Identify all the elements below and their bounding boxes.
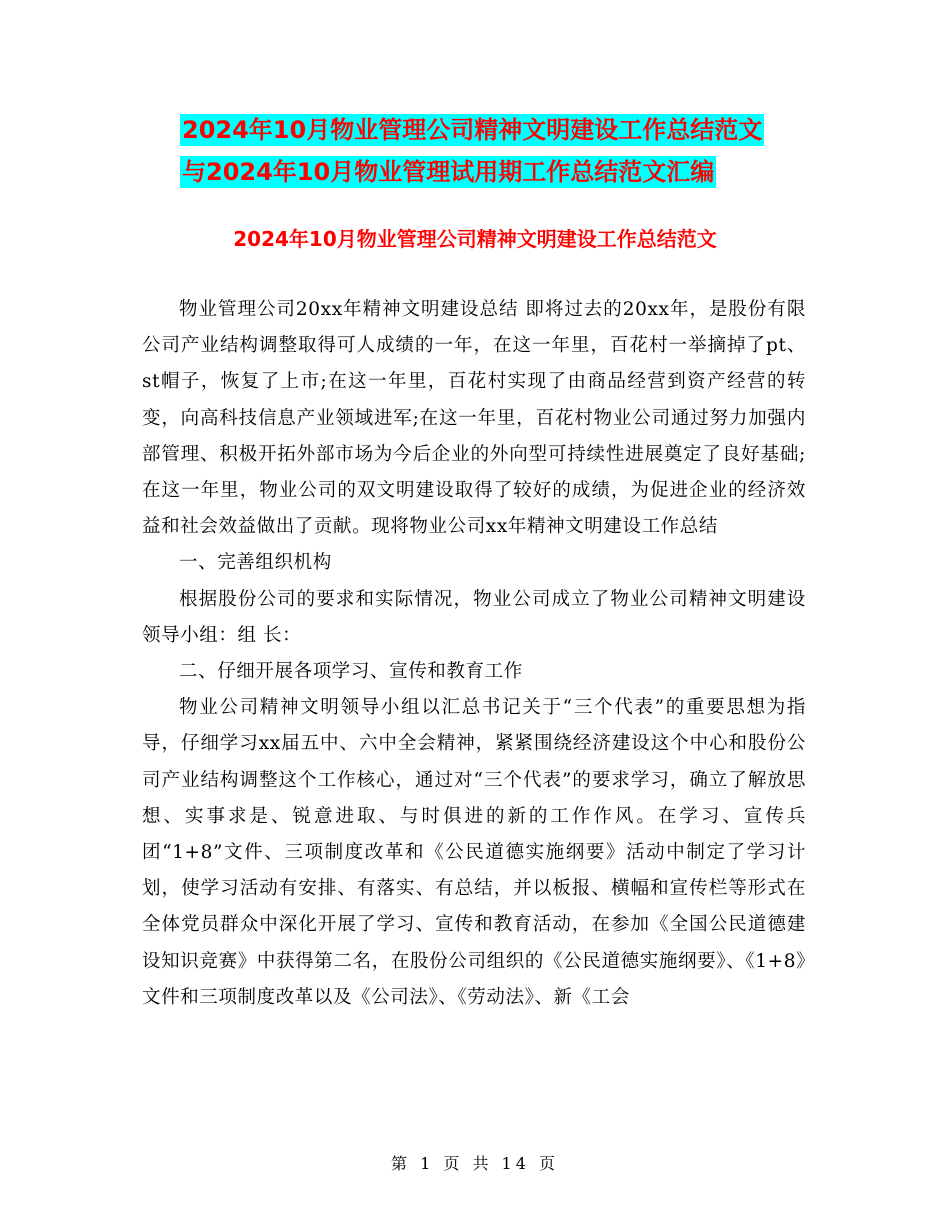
document-title: [180, 112, 820, 196]
title-line-2: [180, 154, 820, 190]
heading-organization: 一、完善组织机构: [179, 552, 332, 574]
paragraph-organization: 根据股份公司的要求和实际情况，物业公司成立了物业公司精神文明建设领导小组：组 长：: [142, 588, 806, 646]
paragraph-study-promotion: 物业公司精神文明领导小组以汇总书记关于“三个代表”的重要思想为指导，仔细学习xx届五中、六中全会精神，紧紧围绕经济建设这个中心和股份公司产业结构调整这个工作核心，通过对“三个代表”的要求学习，确立了解放思想、实事求是、锐意进取、与时俱进的新的工作作风。在学习、宣传兵团“1+8”文件、三项制度改革和《公民道德实施纲要》活动中制定了学习计划，使学习活动有安排、有落实、有总结，并以板报、横幅和宣传栏等形式在全体党员群众中深化开展了学习、宣传和教育活动，在参加《全国公民道德建设知识竞赛》中获得第二名，在股份公司组织的《公民道德实施纲要》、《1+8》文件和三项制度改革以及《公司法》、《劳动法》、新《工会: [142, 697, 806, 1008]
page-footer: 第 1 页 共 14 页: [391, 1154, 559, 1173]
heading-study-promotion: 二、仔细开展各项学习、宣传和教育工作: [179, 661, 523, 683]
title-line-1-text: 2024年10月物业管理公司精神文明建设工作总结范文: [182, 116, 763, 144]
section-title: 2024年10月物业管理公司精神文明建设工作总结范文: [233, 227, 717, 251]
title-line-1: [180, 112, 820, 148]
paragraph-intro: 物业管理公司20xx年精神文明建设总结 即将过去的20xx年，是股份有限公司产业结构调整取得可人成绩的一年，在这一年里，百花村一举摘掉了pt、st帽子，恢复了上市;在这一年里，百花村实现了由商品经营到资产经营的转变，向高科技信息产业领域进军;在这一年里，百花村物业公司通过努力加强内部管理、积极开拓外部市场为今后企业的外向型可持续性进展奠定了良好基础;在这一年里，物业公司的双文明建设取得了较好的成绩，为促进企业的经济效益和社会效益做出了贡献。现将物业公司xx年精神文明建设工作总结: [142, 299, 806, 538]
document-body: [142, 292, 806, 1016]
title-line-2-text: 与2024年10月物业管理试用期工作总结范文汇编: [182, 158, 715, 186]
